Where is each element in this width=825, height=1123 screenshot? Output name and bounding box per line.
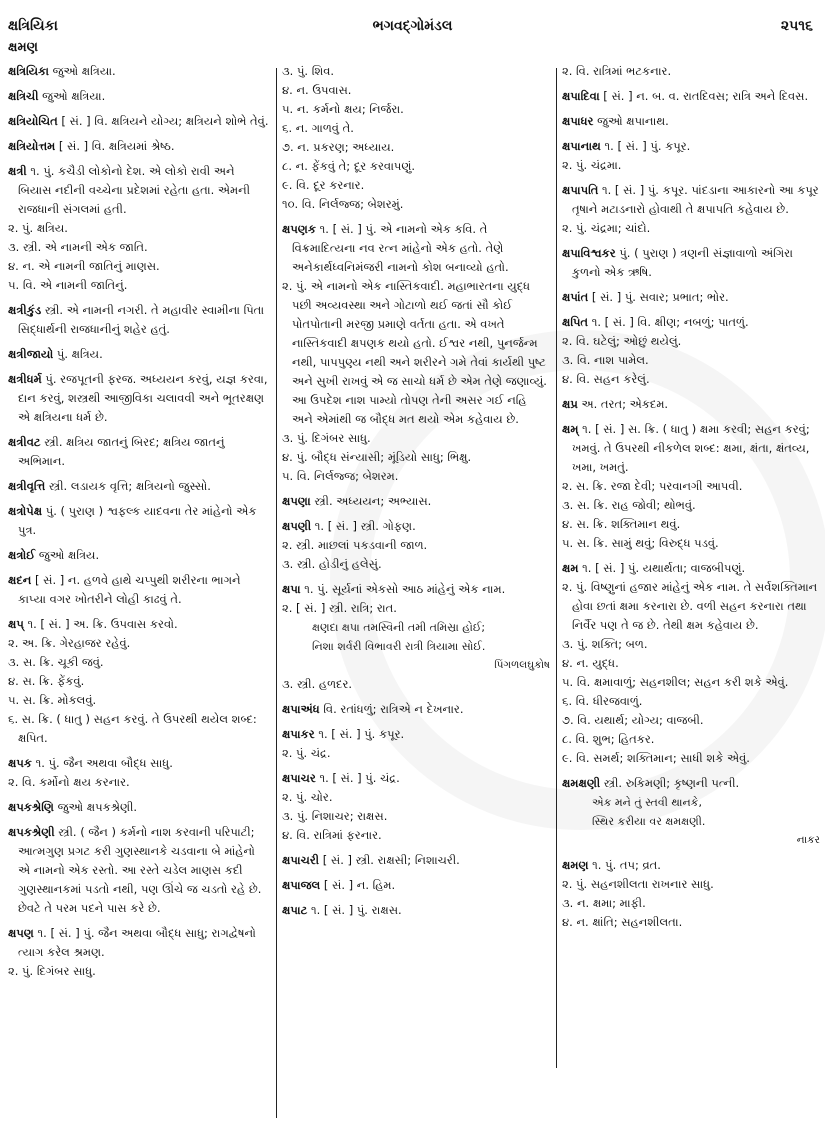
headword: ક્ષપાઅંધ — [282, 702, 320, 716]
sense: ૨. પું. ચંદ્રમા. — [562, 158, 622, 172]
dictionary-entry — [8, 137, 270, 156]
headword: ક્ષત્રિયિકા — [8, 64, 49, 78]
headword: ક્ષપાટ — [282, 903, 308, 917]
headword: ક્ષપાચરી — [282, 853, 320, 867]
headword: ક્ષપા — [282, 582, 301, 596]
column-divider — [556, 68, 557, 1068]
definition: ૧. [ સં. ] પું. રાક્ષસ. — [310, 903, 402, 917]
dictionary-entry — [8, 754, 270, 792]
headword: ક્ષપણા — [282, 494, 311, 508]
sense: ૪. પું. બૌદ્ધ સંન્યાસી; મૂંડિયો સાધુ; ભિક્ષુ. — [282, 450, 472, 464]
dictionary-entry — [8, 798, 270, 817]
headword: ક્ષપિત — [562, 315, 589, 329]
quotation: એક મને તું સ્તવી થાનકે, — [592, 796, 702, 809]
dictionary-entry — [282, 769, 550, 845]
headword: ક્ષમ્ — [562, 422, 579, 436]
guide-word-left-2: ક્ષમણ — [8, 40, 38, 55]
sense: ૨. [ સં. ] સ્ત્રી. રાત્રિ; રાત. — [282, 601, 397, 615]
dictionary-entry — [282, 62, 550, 214]
headword: ક્ષત્રીવટ — [8, 435, 41, 449]
definition: પું. ( પુરાણ ) ત્રણની સંજ્ઞાવાળો અંગિરા કુળનો એક ઋષિ. — [572, 246, 793, 279]
headword: ક્ષપાનાથ — [562, 139, 601, 153]
sense: ૪. સ. ક્રિ. ફેંકવું. — [8, 674, 85, 688]
dictionary-entry — [282, 580, 550, 694]
sense: ૨. અ. ક્રિ. ગેરહાજર રહેવું. — [8, 636, 131, 650]
sense: ૪. વિ. સહન કરેલું. — [562, 372, 650, 386]
dictionary-entry — [8, 615, 270, 748]
sense: ૬. ન. ગાળવું તે. — [282, 121, 354, 135]
dictionary-entry — [562, 62, 820, 81]
headword: ક્ષપકશ્રેણિ — [8, 800, 54, 814]
headword: ક્ષપાજલ — [282, 878, 321, 892]
sense: ૫. વિ. એ નામની જાતિનું. — [8, 278, 128, 292]
dictionary-entry — [8, 345, 270, 364]
definition: ૧. પું. તપ; વ્રત. — [592, 858, 661, 872]
sense: ૩. પું. નિશાચર; રાક્ષસ. — [282, 809, 388, 823]
definition: [ સં. ] પું. સવાર; પ્રભાત; ભોર. — [591, 290, 729, 304]
dictionary-entry — [562, 244, 820, 282]
headword: ક્ષપાચર — [282, 771, 316, 785]
definition: સ્ત્રી. અધ્યયન; અભ્યાસ. — [314, 494, 432, 508]
dictionary-entry — [562, 559, 820, 768]
sense: ૨. સ. ક્રિ. રજા દેવી; પરવાનગી આપવી. — [562, 479, 743, 493]
dictionary-entry — [282, 220, 550, 486]
headword: ક્ષત્રિયોચિત — [8, 114, 58, 128]
sense: ૪. સ. ક્રિ. શક્તિમાન થવું. — [562, 517, 681, 531]
definition: [ સં. ] વિ. ક્ષત્રિયને યોગ્ય; ક્ષત્રિયને શોભે તેવું. — [61, 114, 269, 128]
headword: ક્ષત્રોઈ — [8, 548, 36, 562]
definition: જુઓ ક્ષપાનાથ. — [597, 114, 669, 128]
sense: ૪. ન. ઉપવાસ. — [282, 83, 352, 97]
sense: ૨. પું. સહનશીલતા રાખનાર સાધુ. — [562, 877, 714, 891]
headword: ક્ષપણ — [8, 926, 34, 940]
headword: ક્ષમ — [562, 561, 579, 575]
sense: ૨. સ્ત્રી. માછલાં પકડવાની જાળ. — [282, 538, 428, 552]
definition: [ સં. ] ન. બ. વ. રાતદિવસ; રાત્રિ અને દિવસ. — [603, 89, 809, 103]
dictionary-entry — [562, 87, 820, 106]
sense: ૨. વિ. રાત્રિમાં ભટકનાર. — [562, 64, 672, 78]
dictionary-entry — [8, 62, 270, 81]
headword: ક્ષપાવિશ્વકર — [562, 246, 616, 260]
definition: ૧. [ સં. ] પું. જૈન અથવા બૌદ્ધ સાધુ; રાગદ્વેષનો ત્યાગ કરેલ શ્રમણ. — [18, 926, 256, 959]
sense: ૯. વિ. દૂર કરનાર. — [282, 178, 365, 192]
sense: ૨. પું. ચંદ્રમા; ચાંદો. — [562, 221, 651, 235]
headword: ક્ષમણ — [562, 858, 589, 872]
headword: ક્ષત્રી — [8, 164, 27, 178]
dictionary-entry — [562, 288, 820, 307]
definition: ૧. [ સં. ] વિ. ક્ષીણ; નબળું; પાતળું. — [591, 315, 749, 329]
dictionary-entry — [8, 924, 270, 981]
dictionary-entry — [8, 87, 270, 106]
sense: ૨. વિ. ઘટેલું; ઓછું થયેલું. — [562, 334, 682, 348]
sense: ૨. પું. ચોર. — [282, 790, 333, 804]
sense: ૭. વિ. યથાર્થ; યોગ્ય; વાજબી. — [562, 713, 704, 727]
sense: ૪. ન. ક્ષાંતિ; સહનશીલતા. — [562, 915, 683, 929]
sense: ૮. વિ. શુભ; હિતકર. — [562, 732, 655, 746]
citation-source: પિંગળલઘુકોષ — [494, 659, 550, 671]
sense: ૪. ન. યુદ્ધ. — [562, 656, 619, 670]
definition: જુઓ ક્ષત્રિય. — [38, 548, 100, 562]
headword: ક્ષત્રિયોત્તમ — [8, 139, 56, 153]
dictionary-entry — [8, 546, 270, 565]
sense: ૩. સ. ક્રિ. ચૂકી જવું. — [8, 655, 104, 669]
headword: ક્ષત્રીકુંડ — [8, 303, 42, 317]
headword: ક્ષત્રોપેક્ષ — [8, 504, 43, 518]
column-divider — [276, 68, 277, 1118]
sense: ૩. પું. શક્તિ; બળ. — [562, 637, 648, 651]
sense: ૪. વિ. રાત્રિમાં ફરનાર. — [282, 828, 382, 842]
sense: ૩. સ્ત્રી. હોડીનું હલેસું. — [282, 557, 382, 571]
dictionary-entry — [562, 137, 820, 175]
page-header — [0, 0, 825, 60]
headword: ક્ષત્રીવૃત્તિ — [8, 479, 46, 493]
definition: ૧. [ સં. ] પું. એ નામનો એક કવિ. તે વિક્રમાદિત્યના નવ રત્ન માંહેનો એક હતો. તેણે અનેકાર્થધ્વનિમંજરી નામનો કોશ બનાવ્યો હતો. — [292, 222, 509, 274]
definition: ૧. [ સં. ] પું. ચંદ્ર. — [319, 771, 400, 785]
sense: ૩. ન. ક્ષમા; માફી. — [562, 896, 646, 910]
definition: ૧. [ સં. ] સ્ત્રી. ગોફણ. — [314, 519, 416, 533]
sense: ૩. પું. દિગંબર સાધુ. — [282, 431, 371, 445]
sense: ૨. પું. વિષ્ણુનાં હજાર માંહેનું એક નામ. તે સર્વશક્તિમાન હોવા છતાં ક્ષમા કરનારા છે. વળી સહન કરનારા તથા નિર્વૈર પણ તે જ છે. તેથી ક્ષમ કહેવાય છે. — [562, 580, 818, 632]
definition: ૧. પું. જૈન અથવા બૌદ્ધ સાધુ. — [35, 756, 173, 770]
guide-word-left: ક્ષત્રિયિકા — [8, 18, 58, 34]
sense: ૨. પું. દિગંબર સાધુ. — [8, 964, 96, 978]
headword: ક્ષપાદિવા — [562, 89, 600, 103]
column-3 — [562, 62, 820, 938]
definition: ૧. [ સં. ] પું. કપૂર. પાંદડાના આકારનો આ કપૂર તૃષાને મટાડનારો હોવાથી તે ક્ષપાપતિ કહેવાય છે. — [572, 183, 819, 216]
headword: ક્ષમક્ષણી — [562, 776, 601, 790]
definition: [ સં. ] વિ. ક્ષત્રિયમાં શ્રેષ્ઠ. — [58, 139, 175, 153]
dictionary-entry — [8, 571, 270, 609]
definition: [ સં. ] સ્ત્રી. રાક્ષસી; નિશાચરી. — [322, 853, 460, 867]
headword: ક્ષપણી — [282, 519, 312, 533]
sense: ૩. પું. શિવ. — [282, 64, 335, 78]
sense: ૫. સ. ક્રિ. સામું થવું; વિરુદ્ધ પડવું. — [562, 536, 719, 550]
headword: ક્ષપણક — [282, 222, 316, 236]
dictionary-entry — [282, 492, 550, 511]
sense: ૩. સ્ત્રી. એ નામની એક જાતિ. — [8, 240, 148, 254]
sense: ૭. ન. પ્રકરણ; અધ્યાય. — [282, 140, 395, 154]
dictionary-entry — [562, 395, 820, 414]
definition: [ સં. ] ન. હળવે હાથે ચપ્પુથી શરીરના ભાગને કાપ્યા વગર ખોતરીને લોહી કાઢવું તે. — [18, 573, 241, 606]
dictionary-entry — [282, 700, 550, 719]
sense: ૪. ન. એ નામની જાતિનું માણસ. — [8, 259, 160, 273]
sense: ૩. સ. ક્રિ. રાહ જોવી; થોભવું. — [562, 498, 696, 512]
dictionary-entry — [282, 517, 550, 574]
definition: ૧. પું. સૂર્યનાં એકસો આઠ માંહેનું એક નામ. — [304, 582, 506, 596]
definition: ૧. [ સં. ] પું. કપૂર. — [604, 139, 691, 153]
page-number: ૨૫૧૬ — [780, 18, 813, 34]
headword: ક્ષપકશ્રેણી — [8, 825, 55, 839]
dictionary-entry — [282, 725, 550, 763]
dictionary-entry — [8, 502, 270, 540]
dictionary-entry — [8, 433, 270, 471]
definition: સ્ત્રી. રુકિમણી; કૃષ્ણની પત્ની. — [603, 776, 740, 790]
headword: ક્ષપાપતિ — [562, 183, 599, 197]
headword: ક્ષત્રિચી — [8, 89, 39, 103]
dictionary-entry — [282, 876, 550, 895]
quotation: ક્ષણદા ક્ષપા તમસ્વિની તમી તમિસ્રા હોઈ; — [312, 621, 486, 634]
headword: ક્ષત્રીજાયો — [8, 347, 54, 361]
headword: ક્ષપ્ — [8, 617, 24, 631]
dictionary-entry — [8, 823, 270, 918]
dictionary-entry — [8, 370, 270, 427]
definition: સ્ત્રી. ક્ષત્રિય જાતનું બિરદ; ક્ષત્રિય જાતનું અભિમાન. — [18, 435, 225, 468]
dictionary-entry — [282, 901, 550, 920]
dictionary-entry — [8, 301, 270, 339]
definition: જુઓ ક્ષત્રિયા. — [52, 64, 116, 78]
sense: ૨. પું. ચંદ્ર. — [282, 746, 331, 760]
definition: સ્ત્રી. લડાયક વૃત્તિ; ક્ષત્રિયનો જુસ્સો. — [48, 479, 211, 493]
headword: ક્ષપાંત — [562, 290, 589, 304]
definition: ૧. [ સં. ] સ. ક્રિ. ( ધાતુ ) ક્ષમા કરવી; સહન કરવું; ખમવું. તે ઉપરથી નીકળેલ શબ્દ: ક્ષમા, ક્ષંતા, ક્ષંતવ્ય, ખમા, ખમતું. — [572, 422, 810, 474]
sense: ૫. વિ. ક્ષમાવાળું; સહનશીલ; સહન કરી શકે એવું. — [562, 675, 789, 689]
definition: સ્ત્રી. એ નામની નગરી. તે મહાવીર સ્વામીના પિતા સિદ્ધાર્થની રાજધાનીનું શહેર હતું. — [18, 303, 265, 336]
headword: ક્ષપ્ર — [562, 397, 578, 411]
dictionary-entry — [282, 851, 550, 870]
sense: ૬. વિ. ધીરજવાળું. — [562, 694, 643, 708]
dictionary-entry — [562, 181, 820, 238]
definition: ૧. [ સં. ] પું. યથાર્થતા; વાજબીપણું. — [582, 561, 746, 575]
sense: ૨. પું. ક્ષત્રિય. — [8, 221, 68, 235]
headword: ક્ષપક — [8, 756, 32, 770]
sense: ૧૦. વિ. નિર્લજ્જ; બેશરમું. — [282, 197, 404, 211]
quotation: સ્થિર કરીયા વર ક્ષમક્ષણી. — [592, 815, 706, 828]
sense: ૮. ન. ફેંકવું તે; દૂર કરવાપણું. — [282, 159, 416, 173]
sense: ૯. વિ. સમર્થ; શક્તિમાન; સાધી શકે એવું. — [562, 751, 750, 765]
dictionary-entry — [8, 112, 270, 131]
headword: ક્ષપાધર — [562, 114, 594, 128]
sense: ૫. વિ. નિર્લજ્જ; બેશરમ. — [282, 469, 399, 483]
headword: ક્ષદન — [8, 573, 32, 587]
definition: ૧. [ સં. ] અ. ક્રિ. ઉપવાસ કરવો. — [27, 617, 178, 631]
dictionary-entry — [8, 477, 270, 496]
dictionary-entry — [562, 420, 820, 553]
sense: ૨. પું. એ નામનો એક નાસ્તિકવાદી. મહાભારતના યુદ્ધ પછી અવ્યવસ્થા અને ગોટાળો થઈ જતાં સૌ કોઈ પોતપોતાની મરજી પ્રમાણે વર્તતા હતા. એ વખતે નાસ્તિકવાદી ક્ષપણક થયો હતો. ઈશ્વર નથી, પુનર્જન્મ નથી, પાપપુણ્ય નથી અને શરીરને ગમે તેવાં કાર્યથી પુષ્ટ અને સુખી રાખવું એ જ સાચો ધર્મ છે એમ તેણે જણાવ્યું. આ ઉપદેશ નાશ પામ્યો તોપણ તેની અસર ગઈ નહિ અને એમાંથી જ બૌદ્ધ મત થયો એમ કહેવાય છે. — [282, 279, 547, 426]
sense: ૫. સ. ક્રિ. મોકલવું. — [8, 693, 97, 707]
dictionary-entry — [562, 313, 820, 389]
page-title: ભગવદ્ગોમંડલ — [372, 18, 453, 34]
definition: ૧. પું. કચૈડી લોકોનો દેશ. એ લોકો રાવી અને બિયાસ નદીની વચ્ચેના પ્રદેશમાં રહેતા હતા. એમની રાજધાની સંગલમાં હતી. — [18, 164, 251, 216]
dictionary-entry — [562, 856, 820, 932]
sense: ૩. વિ. નાશ પામેલ. — [562, 353, 649, 367]
sense: ૫. ન. કર્મનો ક્ષય; નિર્જરા. — [282, 102, 404, 116]
definition: પું. ( પુરાણ ) શ્વફલ્ક યાદવના તેર માંહેનો એક પુત્ર. — [18, 504, 257, 537]
definition: અ. તરત; એકદમ. — [581, 397, 669, 411]
definition: પું. ક્ષત્રિય. — [56, 347, 103, 361]
sense: ૬. સ. ક્રિ. ( ધાતુ ) સહન કરવું. તે ઉપરથી થયેલ શબ્દ: ક્ષપિત. — [8, 712, 257, 745]
citation-source: નાકર — [796, 834, 820, 846]
definition: પું. રજપૂતની ફરજ. અધ્યયન કરવું, યજ્ઞ કરવા, દાન કરવું, શસ્ત્રથી આજીવિકા ચલાવવી અને ભૂતરક્ષણ એ ક્ષત્રિયના ધર્મ છે. — [18, 372, 268, 424]
sense: ૩. સ્ત્રી. હળદર. — [282, 677, 353, 691]
column-1 — [8, 62, 270, 987]
definition: વિ. રતાંધળું; રાત્રિએ ન દેખનાર. — [323, 702, 464, 716]
definition: સ્ત્રી. ( જૈન ) કર્મનો નાશ કરવાની પરિપાટી; આત્મગુણ પ્રગટ કરી ગુણસ્થાનકે ચડવાના બે માંહેનો એ નામનો એક રસ્તો. આ રસ્તે ચડેલ માણસ કદી ગુણસ્થાનકમાં પડતો નથી, પણ ઊંચે જ ચડતો રહે છે. છેવટે તે પરમ પદને પાસ કરે છે. — [18, 825, 262, 915]
dictionary-entry — [8, 162, 270, 295]
sense: ૨. વિ. કર્મોનો ક્ષય કરનાર. — [8, 775, 130, 789]
headword: ક્ષત્રીધર્મ — [8, 372, 42, 386]
definition: ૧. [ સં. ] પું. કપૂર. — [318, 727, 405, 741]
definition: જુઓ ક્ષત્રિયા. — [42, 89, 106, 103]
headword: ક્ષપાકર — [282, 727, 315, 741]
definition: [ સં. ] ન. હિમ. — [323, 878, 396, 892]
definition: જુઓ ક્ષપકશ્રેણી. — [57, 800, 138, 814]
dictionary-entry — [562, 112, 820, 131]
dictionary-entry — [562, 774, 820, 850]
column-2 — [282, 62, 550, 926]
quotation: નિશા શર્વરી વિભાવરી રાત્રી ત્રિયામા સોઈ. — [312, 640, 486, 653]
